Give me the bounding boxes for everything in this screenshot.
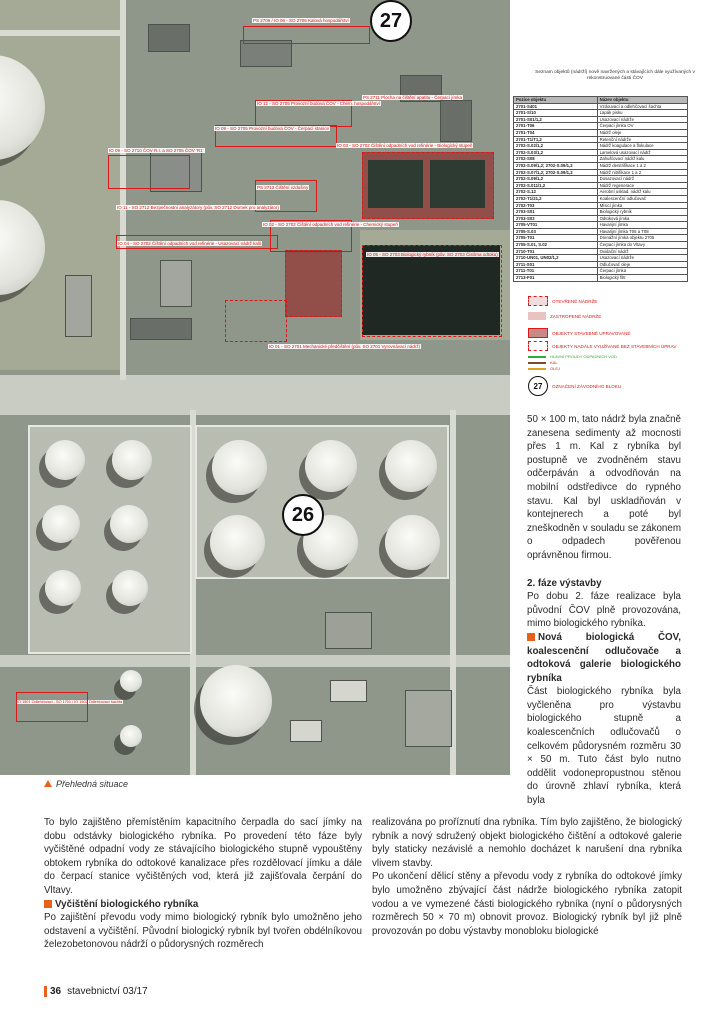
map-annotation: IO 03 - SO 2702 Čištění odpadních vod refinérie - Biologický stupeň: [337, 143, 473, 148]
block-number-marker: 27: [370, 0, 412, 42]
building: [148, 24, 190, 52]
object-name-cell: Mísicí jímka: [597, 202, 687, 209]
paragraph: Po dobu 2. fáze realizace byla původní ČOV plně provozována, mimo biologického rybníka.: [527, 591, 681, 630]
table-header-row: [514, 97, 688, 104]
object-position-cell: 2702-S.09/1,2; 2702-S.09/1,2: [514, 162, 598, 169]
table-row: [514, 123, 688, 130]
object-position-cell: 2701-S01/1,2: [514, 116, 598, 123]
block-number-marker: 26: [282, 494, 324, 536]
object-name-cell: Zahušťovací nádrž kalu: [597, 156, 687, 163]
object-position-cell: 2701-S401: [514, 103, 598, 110]
legend-item: [528, 341, 676, 351]
legend-label: OBJEKTY STAVEBNĚ UPRAVOVANÉ: [552, 330, 631, 336]
paragraph: Po ukončení dělicí stěny a převodu vody z rybníka do odtokové jímky bylo umožněno zbývající část nádrže biologického rybníka zatopit vodou a ve vymezené části biologického rybníka (nyní o půdorysných rozměrech 50 × 70 m) obnovit provoz. Biologický rybník byl již plně provozován po dobu výstavby monobloku biologické: [372, 871, 682, 937]
table-row: [514, 182, 688, 189]
legend-item: [528, 312, 601, 320]
object-position-cell: 2710-UN01, UN02/1,2: [514, 255, 598, 262]
table-row: [514, 116, 688, 123]
object-name-cell: Nádrž regenerace: [597, 182, 687, 189]
map-annotation: PS 2713 Čištění vzdušiny: [257, 185, 309, 190]
legend-label: HLAVNÍ PROUDY ODPADNÍCH VOD: [550, 354, 617, 359]
legend-label: OLEJ: [550, 366, 561, 371]
paragraph: Po zajištění převodu vody mimo biologický rybník bylo umožněno jeho odstavení a vyčištění. Původní biologický rybník byl tvořen obdélníkovou železobetonovou nádrží o půdorysných rozměrech: [44, 912, 362, 951]
object-name-cell: Nádrž oleje: [597, 129, 687, 136]
storage-tank: [212, 440, 267, 495]
storage-tank: [120, 670, 142, 692]
storage-tank: [45, 440, 85, 480]
legend-item: [528, 366, 560, 371]
object-name-cell: Odlučovač oleje: [597, 261, 687, 268]
legend-item: [528, 328, 630, 338]
table-row: [514, 248, 688, 255]
object-name-cell: Nádrž nitrifikace 1 a 2: [597, 169, 687, 176]
storage-tank: [45, 570, 81, 606]
legend-swatch: [528, 362, 546, 364]
map-annotation: IO 09 - SO 2710 ČOV R.I. a SO 2705 ČOV 'R1': [109, 148, 204, 153]
object-name-cell: Retenční nádrže: [597, 136, 687, 143]
object-position-cell: 2702-S.011/1,2: [514, 182, 598, 189]
building: [240, 40, 292, 67]
table-header: Název objektu: [597, 97, 687, 104]
map-annotation: PS 2706 / IO 06 - SO 2706 Kalová hospodářství: [253, 18, 349, 23]
object-position-cell: 2701-S/10: [514, 110, 598, 117]
storage-tank: [385, 515, 440, 570]
storage-tank: [110, 505, 148, 543]
legend-item: [528, 354, 617, 359]
object-name-cell: Biologický rybník: [597, 209, 687, 216]
object-position-cell: 2701-T04: [514, 129, 598, 136]
building: [160, 260, 192, 307]
middle-column: [372, 816, 682, 938]
table-row: [514, 149, 688, 156]
map-road-band: [0, 375, 510, 415]
building: [290, 720, 322, 742]
map-annotation: IO 12 - SO 2705 Provozní budova ČOV - Chem. hospodářství: [257, 101, 381, 106]
legend-label: KAL: [550, 360, 558, 365]
object-position-cell: 2705-S.03: [514, 228, 598, 235]
object-name-cell: Drenážní jímka objektu 2705: [597, 235, 687, 242]
map-road-band: [0, 655, 510, 667]
legend-label: OTEVŘENÉ NÁDRŽE: [552, 298, 598, 304]
table-row: [514, 176, 688, 183]
legend-label: OZNAČENÍ ZÁVODNÍHO BLOKU: [552, 383, 622, 389]
biological-pond-outline: [362, 245, 502, 337]
object-position-cell: 2703-S02: [514, 215, 598, 222]
paragraph: realizována po proříznutí dna rybníka. Tím bylo zajištěno, že biologický rybník a nový sdružený objekt biologického čištění a odtokové galerie byly staticky nezávislé a nemohlo docházet k narušení dna rybníka vlivem stavby.: [372, 817, 682, 869]
table-row: [514, 103, 688, 110]
object-position-cell: 2702-S.12: [514, 189, 598, 196]
object-name-cell: Usazovací nádrže: [597, 255, 687, 262]
legend-swatch: [528, 296, 548, 306]
block-marker-sample: 27: [528, 376, 548, 396]
object-position-cell: 2701-T1/T1,2: [514, 136, 598, 143]
object-position-cell: 2702-S.09/1,2: [514, 176, 598, 183]
left-column: [44, 816, 362, 952]
figure-caption: [44, 779, 128, 789]
object-name-cell: Vzdouvací a odlehčovací šachta: [597, 103, 687, 110]
section-bullet-icon: [44, 900, 52, 908]
section-heading: [44, 898, 362, 912]
map-annotation: IO 02 - SO 2702 Čištění odpadních vod refinérie - Chemický stupeň: [263, 222, 398, 227]
tank-interior: [368, 160, 423, 208]
map-annotation: IO 11 - SO 2712 Bezpečnostní analyzátory (pův. SO 2712 Domek pro analyzátor): [117, 205, 279, 210]
table-row: [514, 242, 688, 249]
table-row: [514, 202, 688, 209]
map-annotation: IO 05 - SO 2703 Biologický rybník (pův. SO 2703 Čistírna odtoku): [367, 252, 498, 257]
object-name-cell: Nádrž koagulace a flokulace: [597, 143, 687, 150]
building: [325, 612, 372, 649]
caption-triangle-icon: [44, 780, 52, 787]
table-row: [514, 235, 688, 242]
table-row: [514, 222, 688, 229]
storage-tank: [42, 505, 80, 543]
storage-tank: [210, 515, 265, 570]
object-position-cell: 2705-T01: [514, 235, 598, 242]
object-name-cell: Lapák pisku: [597, 110, 687, 117]
object-name-cell: Usazovací nádrže: [597, 116, 687, 123]
legend-swatch: [528, 312, 546, 320]
paragraph: To bylo zajištěno přemístěním kapacitního čerpadla do sací jímky na dobu odstávky biologického rybníka. Po provedení této fáze byly vyčištěné odpadní vody ze stávajícího biologického stupně vypouštěny obtokem rybníka do odtokové kanalizace přes rozdělovací jímku a dále do čerpací stanice vyčištěných vod, která již zajišťovala čerpání do Vltavy.: [44, 817, 362, 896]
object-position-cell: 2705-S.01, S.02: [514, 242, 598, 249]
object-position-cell: 2702-S.02/1,2: [514, 143, 598, 150]
right-column: [527, 413, 681, 808]
object-name-cell: Havarijní jímka T06 a T08: [597, 228, 687, 235]
storage-tank: [112, 570, 148, 606]
map-annotation: IO 1501 Odlehčovací - SO 1701 / IO 1502 Odlehčovací šachta: [17, 700, 123, 704]
storage-tank: [385, 440, 437, 492]
storage-tank: [305, 440, 357, 492]
storage-tank: [120, 725, 142, 747]
annotated-object: [16, 692, 88, 722]
legend-swatch: [528, 328, 548, 338]
legend-swatch: [528, 356, 546, 358]
table-header: Pozice objektu: [514, 97, 598, 104]
object-name-cell: Aerobní usklad. nádrž kalu: [597, 189, 687, 196]
building: [65, 275, 92, 337]
annotated-object: [243, 26, 370, 44]
section-heading-text: Nová biologická ČOV, koalescenční odlučovače a odtoková galerie biologického rybníka: [527, 631, 681, 684]
table-row: [514, 215, 688, 222]
paragraph: Část biologického rybníka byla vyčleněna pro výstavbu biologického stupně a koalescenčních odlučovačů o celkovém půdorysném rozměru 30 × 50 m. Tuto část bylo nutno oddělit vodonepropustnou stěnou do úrovně zhlaví rybníka, která byla: [527, 686, 681, 807]
object-name-cell: Dosazovací nádrž: [597, 176, 687, 183]
objects-table: [513, 96, 688, 282]
mechanical-pretreatment: [225, 300, 287, 342]
map-road: [120, 0, 126, 380]
map-grass-area: [0, 0, 120, 370]
legend-label: OBJEKTY NADÁLE VYUŽÍVANÉ BEZ STAVEBNÍCH ÚPRAV: [552, 343, 677, 349]
building: [405, 690, 452, 747]
storage-tank: [112, 440, 152, 480]
object-position-cell: 2702-T03: [514, 202, 598, 209]
legend-item: [528, 376, 621, 396]
map-annotation: IO 09 - SO 2705 Provozní budova ČOV - Čerpací stanice: [215, 126, 330, 131]
table-row: [514, 143, 688, 150]
legend-swatch: [528, 368, 546, 370]
object-name-cell: Nádrž denitrifikace 1 a 2: [597, 162, 687, 169]
tank-interior: [430, 160, 485, 208]
section-heading-text: Vyčištění biologického rybníka: [55, 898, 199, 910]
table-row: [514, 228, 688, 235]
object-position-cell: 2711-T01: [514, 268, 598, 275]
section-heading: [527, 631, 681, 685]
object-name-cell: Havarijní jímka: [597, 222, 687, 229]
object-position-cell: 2701-T06: [514, 123, 598, 130]
legend-swatch: [528, 341, 548, 351]
object-position-cell: 2711-S01: [514, 261, 598, 268]
table-row: [514, 209, 688, 216]
object-position-cell: 2702-S08: [514, 156, 598, 163]
object-name-cell: Oxidační nádrž: [597, 248, 687, 255]
object-position-cell: 2710-T01: [514, 248, 598, 255]
legend-item: [528, 360, 558, 365]
table-row: [514, 255, 688, 262]
table-row: [514, 110, 688, 117]
map-road: [0, 30, 120, 36]
legend-item: [528, 296, 597, 306]
object-name-cell: Koalescenční odlučovač: [597, 195, 687, 202]
storage-tank: [200, 665, 272, 737]
object-position-cell: 2702-S.07/1,2; 2702-S.09/1,2: [514, 169, 598, 176]
object-position-cell: 2703-S01: [514, 209, 598, 216]
table-row: [514, 129, 688, 136]
object-name-cell: Lamelová usazovací nádrž: [597, 149, 687, 156]
table-row: [514, 169, 688, 176]
page-number: 36: [44, 986, 61, 997]
object-name-cell: Čerpací jímka do Vltavy: [597, 242, 687, 249]
table-row: [514, 136, 688, 143]
object-position-cell: 2702-T1/21,2: [514, 195, 598, 202]
page-footer: [44, 986, 148, 997]
table-row: [514, 261, 688, 268]
table-row: [514, 162, 688, 169]
building: [130, 318, 192, 340]
object-position-cell: 2705-VT01: [514, 222, 598, 229]
table-row: [514, 189, 688, 196]
object-name-cell: Odtoková jímka: [597, 215, 687, 222]
caption-text: Přehledná situace: [56, 779, 129, 789]
building: [330, 680, 367, 702]
object-name-cell: Biologický filtr: [597, 275, 687, 282]
legend-label: ZASTROPENÉ NÁDRŽE: [550, 313, 602, 319]
object-name-cell: Čerpací jímka OV: [597, 123, 687, 130]
map-annotation: PS 2711 Plocha na čištění apatitu - Čerpací jímka: [363, 95, 462, 100]
table-row: [514, 268, 688, 275]
object-position-cell: 2702-S.03/1,2: [514, 149, 598, 156]
paragraph: 50 × 100 m, tato nádrž byla značně zanesena sedimenty až mocnosti přes 1 m. Kal z rybníka byl postupně ve zvodněném stavu odčerpáván a odvodňován na mobilní odstředivce do rypného stavu. Kal byl uskladňován v kontejnerech a poté byl zneškodněn v souladu se zákonem o odpadech pověřenou oprávněnou firmou.: [527, 414, 681, 561]
annotated-object: [108, 155, 190, 189]
section-heading: 2. fáze výstavby: [527, 577, 602, 589]
object-name-cell: Čerpací jímka: [597, 268, 687, 275]
table-row: [514, 195, 688, 202]
table-row: [514, 156, 688, 163]
section-bullet-icon: [527, 633, 535, 641]
map-annotation: IO 01 - SO 2701 Mechanické předčištění (pův. SO 2701 Vyrovnávací nádrž): [269, 344, 421, 349]
magazine-issue: stavebnictví 03/17: [67, 986, 148, 997]
building: [440, 100, 472, 142]
table-row: [514, 275, 688, 282]
map-annotation: IO 04 - SO 2702 Čištění odpadních vod refinérie - Usazovací nádrž kalů: [118, 241, 262, 246]
legend-title: Seznam objektů (nádrží) nově navržených a stávajících dále využívaných v rekonstruované části ČOV: [535, 70, 695, 81]
object-position-cell: 2713-F01: [514, 275, 598, 282]
sedimentation-tanks: [285, 250, 342, 317]
